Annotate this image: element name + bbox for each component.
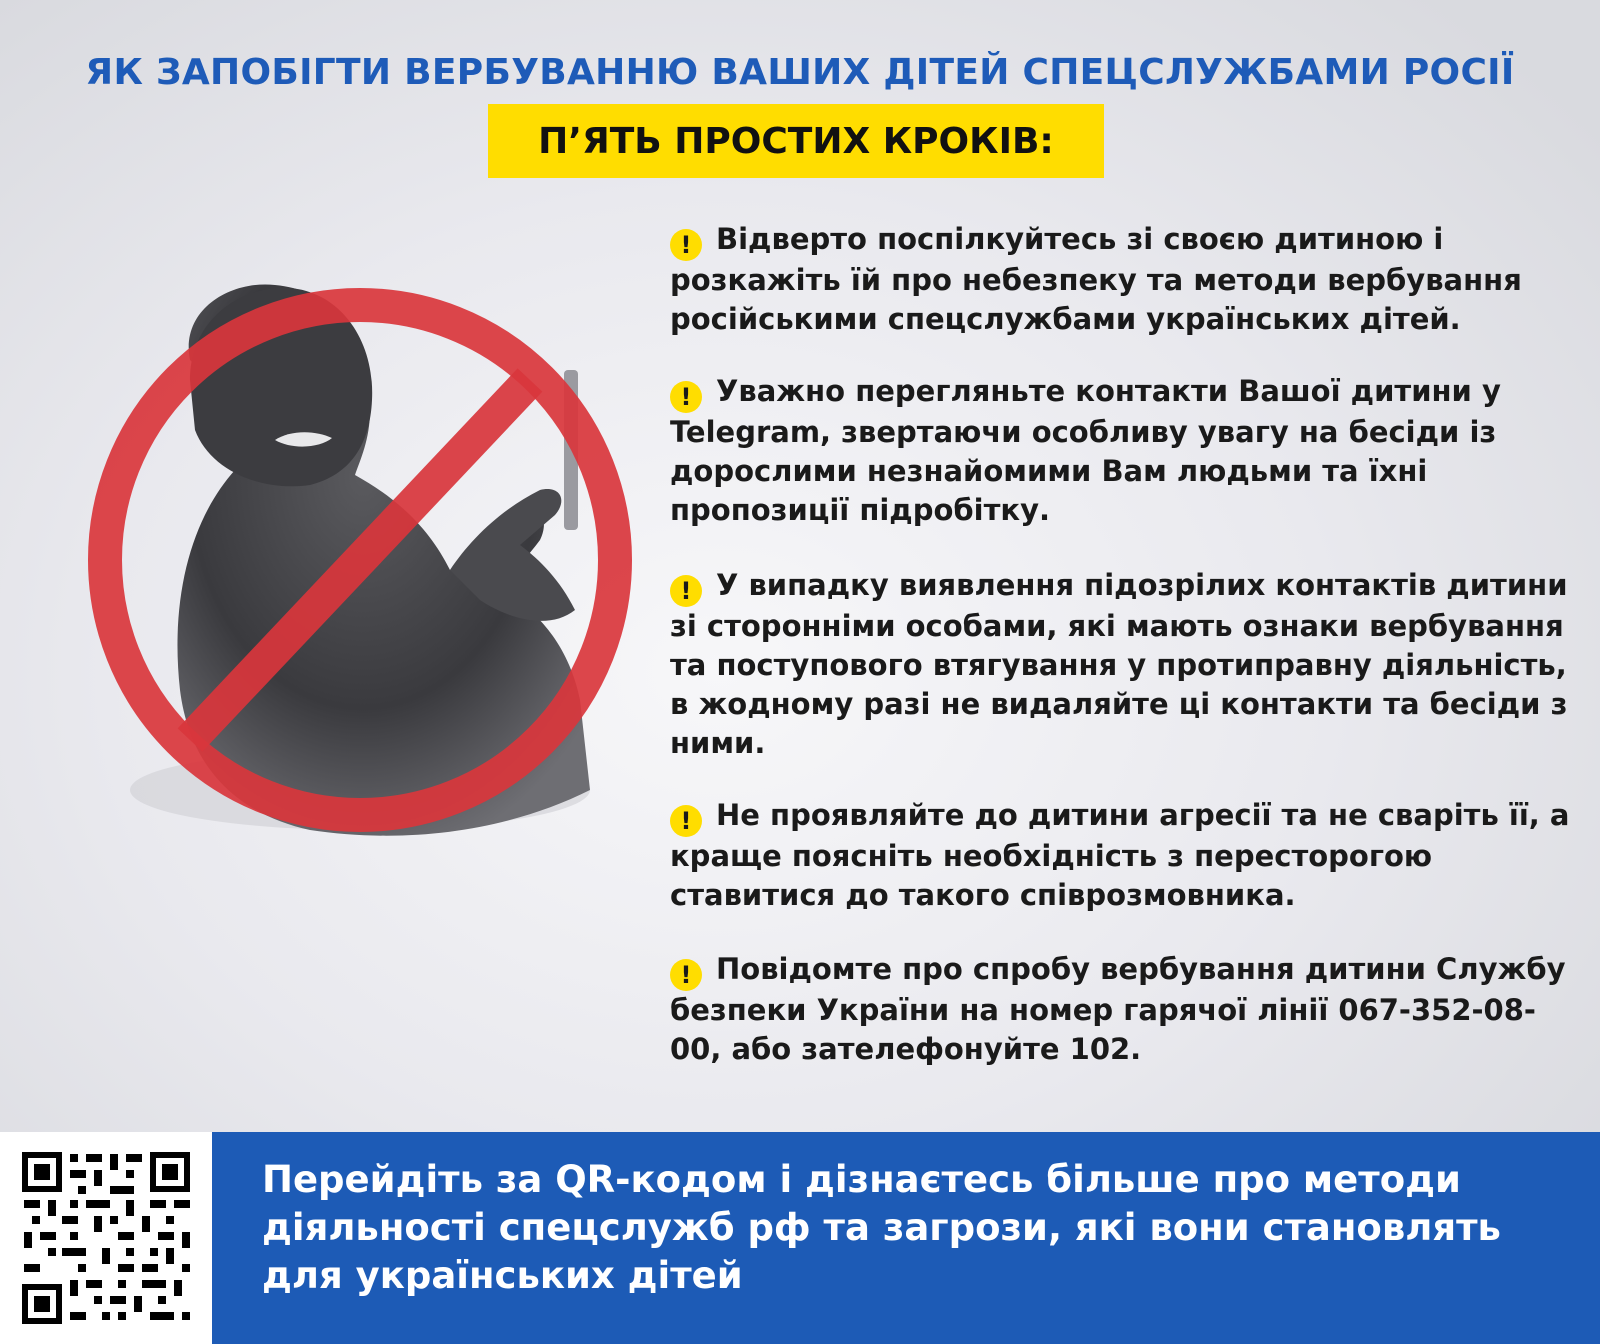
page-title: ЯК ЗАПОБІГТИ ВЕРБУВАННЮ ВАШИХ ДІТЕЙ СПЕЦСЛУЖБАМИ РОСІЇ (85, 52, 1515, 93)
step-1-text: Відверто поспілкуйтесь зі своєю дитиною і розкажіть їй про небезпеку та методи вербування російськими спецслужбами українських дітей. (670, 222, 1522, 336)
step-3 (670, 566, 1570, 763)
step-5-text: Повідомте про спробу вербування дитини Службу безпеки України на номер гарячої лінії 067-352-08-00, або зателефонуйте 102. (670, 952, 1566, 1066)
qr-code[interactable] (0, 1132, 212, 1344)
step-1 (670, 220, 1570, 339)
prohibited-hooded-figure-illustration (70, 270, 660, 870)
qr-code-icon (20, 1150, 192, 1326)
subtitle-text: П’ЯТЬ ПРОСТИХ КРОКІВ: (538, 120, 1054, 162)
step-4 (670, 796, 1570, 915)
step-2-text: Уважно перегляньте контакти Вашої дитини у Telegram, звертаючи особливу увагу на бесіди із дорослими незнайомими Вам людьми та їхні пропозиції підробітку. (670, 374, 1501, 527)
exclamation-icon: ! (670, 805, 702, 837)
exclamation-icon: ! (670, 229, 702, 261)
footer-banner (0, 1132, 1600, 1344)
step-5 (670, 950, 1570, 1069)
step-2 (670, 372, 1570, 530)
step-3-text: У випадку виявлення підозрілих контактів дитини зі сторонніми особами, які мають ознаки вербування та поступового втягування у протиправну діяльність, в жодному разі не видаляйте ці контакти та бесіди з ними. (670, 568, 1568, 760)
step-4-text: Не проявляйте до дитини агресії та не сваріть її, а краще поясніть необхідність з пересторогою ставитися до такого співрозмовника. (670, 798, 1570, 912)
footer-cta-text: Перейдіть за QR-кодом і дізнаєтесь більше про методи діяльності спецслужб рф та загрози, які вони становлять для українських дітей (262, 1158, 1501, 1297)
exclamation-icon: ! (670, 381, 702, 413)
subtitle-banner (488, 104, 1104, 178)
exclamation-icon: ! (670, 575, 702, 607)
exclamation-icon: ! (670, 959, 702, 991)
